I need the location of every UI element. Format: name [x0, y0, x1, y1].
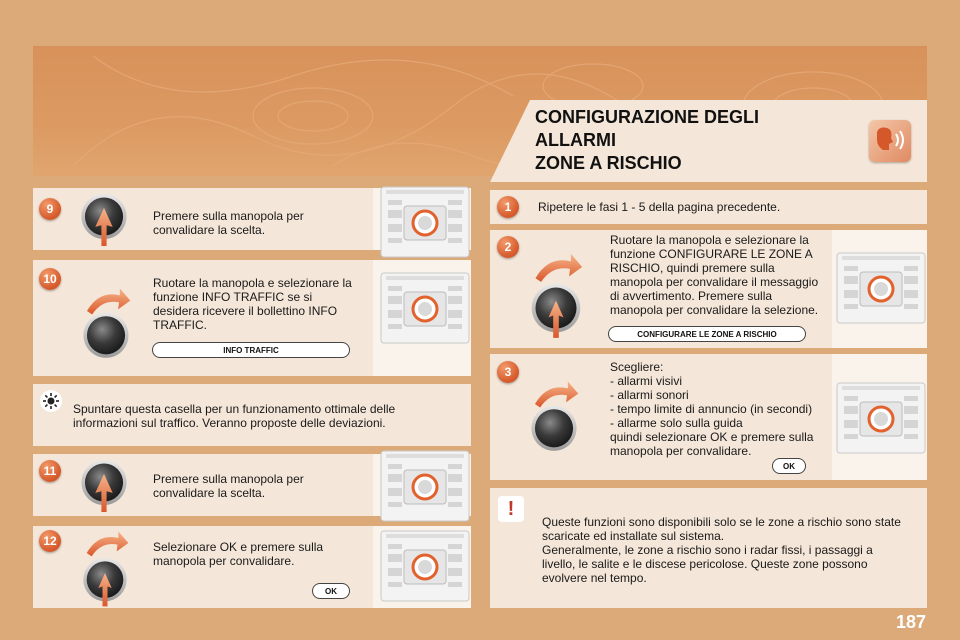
step-badge: 9 [39, 198, 61, 220]
title-line-2: ALLARMI [535, 130, 616, 150]
step-2-text: Ruotare la manopola e selezionare la funzione CONFIGURARE LE ZONE A RISCHIO, quindi premere sulla manopola per convalidare il messaggio di avvertimento. Premere sulla manopola per convalidare la selezione. [610, 233, 819, 317]
tip-text: Spuntare questa casella per un funzionamento ottimale delle informazioni sul traffico. Veranno proposte delle deviazioni. [73, 402, 396, 430]
page-number: 187 [895, 612, 926, 632]
warning-text [542, 515, 902, 585]
ok-label: OK [772, 458, 806, 474]
step-9-text: Premere sulla manopola per convalidare la scelta. [153, 209, 304, 237]
knob-turn-press-icon [80, 528, 130, 608]
options-list [610, 374, 825, 430]
radio-panel-image [836, 252, 926, 324]
step-badge: 3 [497, 361, 519, 383]
step-3-outro: quindi selezionare OK e premere sulla manopola per convalidare. [610, 430, 814, 458]
step-12-text: Selezionare OK e premere sulla manopola per convalidare. [153, 540, 324, 568]
list-item: - allarmi sonori [610, 388, 689, 402]
knob-press-icon [78, 192, 130, 248]
list-item: - allarmi visivi [610, 374, 682, 388]
title-line-1: CONFIGURAZIONE DEGLI [535, 107, 759, 127]
step-3-text [610, 360, 825, 458]
configurare-zone-label: CONFIGURARE LE ZONE A RISCHIO [608, 326, 806, 342]
step-3-intro: Scegliere: [610, 360, 664, 374]
exclamation-icon: ! [498, 496, 524, 522]
radio-panel-image [380, 272, 470, 344]
knob-turn-press-icon [528, 250, 584, 340]
knob-turn-icon [80, 284, 132, 364]
step-badge: 2 [497, 236, 519, 258]
title-line-3: ZONE A RISCHIO [535, 153, 682, 173]
radio-panel-image [380, 530, 470, 602]
radio-panel-image [380, 186, 470, 258]
step-badge: 10 [39, 268, 61, 290]
info-traffic-label: INFO TRAFFIC [152, 342, 350, 358]
warning-text-1: Queste funzioni sono disponibili solo se le zone a rischio sono state scaricate ed installate sul sistema. [542, 515, 901, 543]
ok-label: OK [312, 583, 350, 599]
list-item: - tempo limite di annuncio (in secondi) [610, 402, 813, 416]
page-title [535, 106, 835, 175]
warning-text-2: Generalmente, le zone a rischio sono i radar fissi, i passaggi a livello, le salite e le discese pericolose. Queste zone possono evolvere nel tempo. [542, 543, 873, 585]
step-badge: 11 [39, 460, 61, 482]
step-10-text: Ruotare la manopola e selezionare la funzione INFO TRAFFIC se si desidera ricevere il bollettino INFO TRAFFIC. [153, 276, 352, 332]
step-badge: 12 [39, 530, 61, 552]
knob-turn-icon [528, 374, 580, 460]
sun-tip-icon [40, 390, 62, 412]
radio-panel-image [836, 382, 926, 454]
list-item: - allarme solo sulla guida [610, 416, 743, 430]
radio-panel-image [380, 450, 470, 522]
step-11-text: Premere sulla manopola per convalidare la scelta. [153, 472, 304, 500]
knob-press-icon [78, 458, 130, 514]
step-1-text: Ripetere le fasi 1 - 5 della pagina precedente. [538, 200, 781, 214]
step-badge: 1 [497, 196, 519, 218]
voice-speaker-icon [869, 120, 911, 162]
